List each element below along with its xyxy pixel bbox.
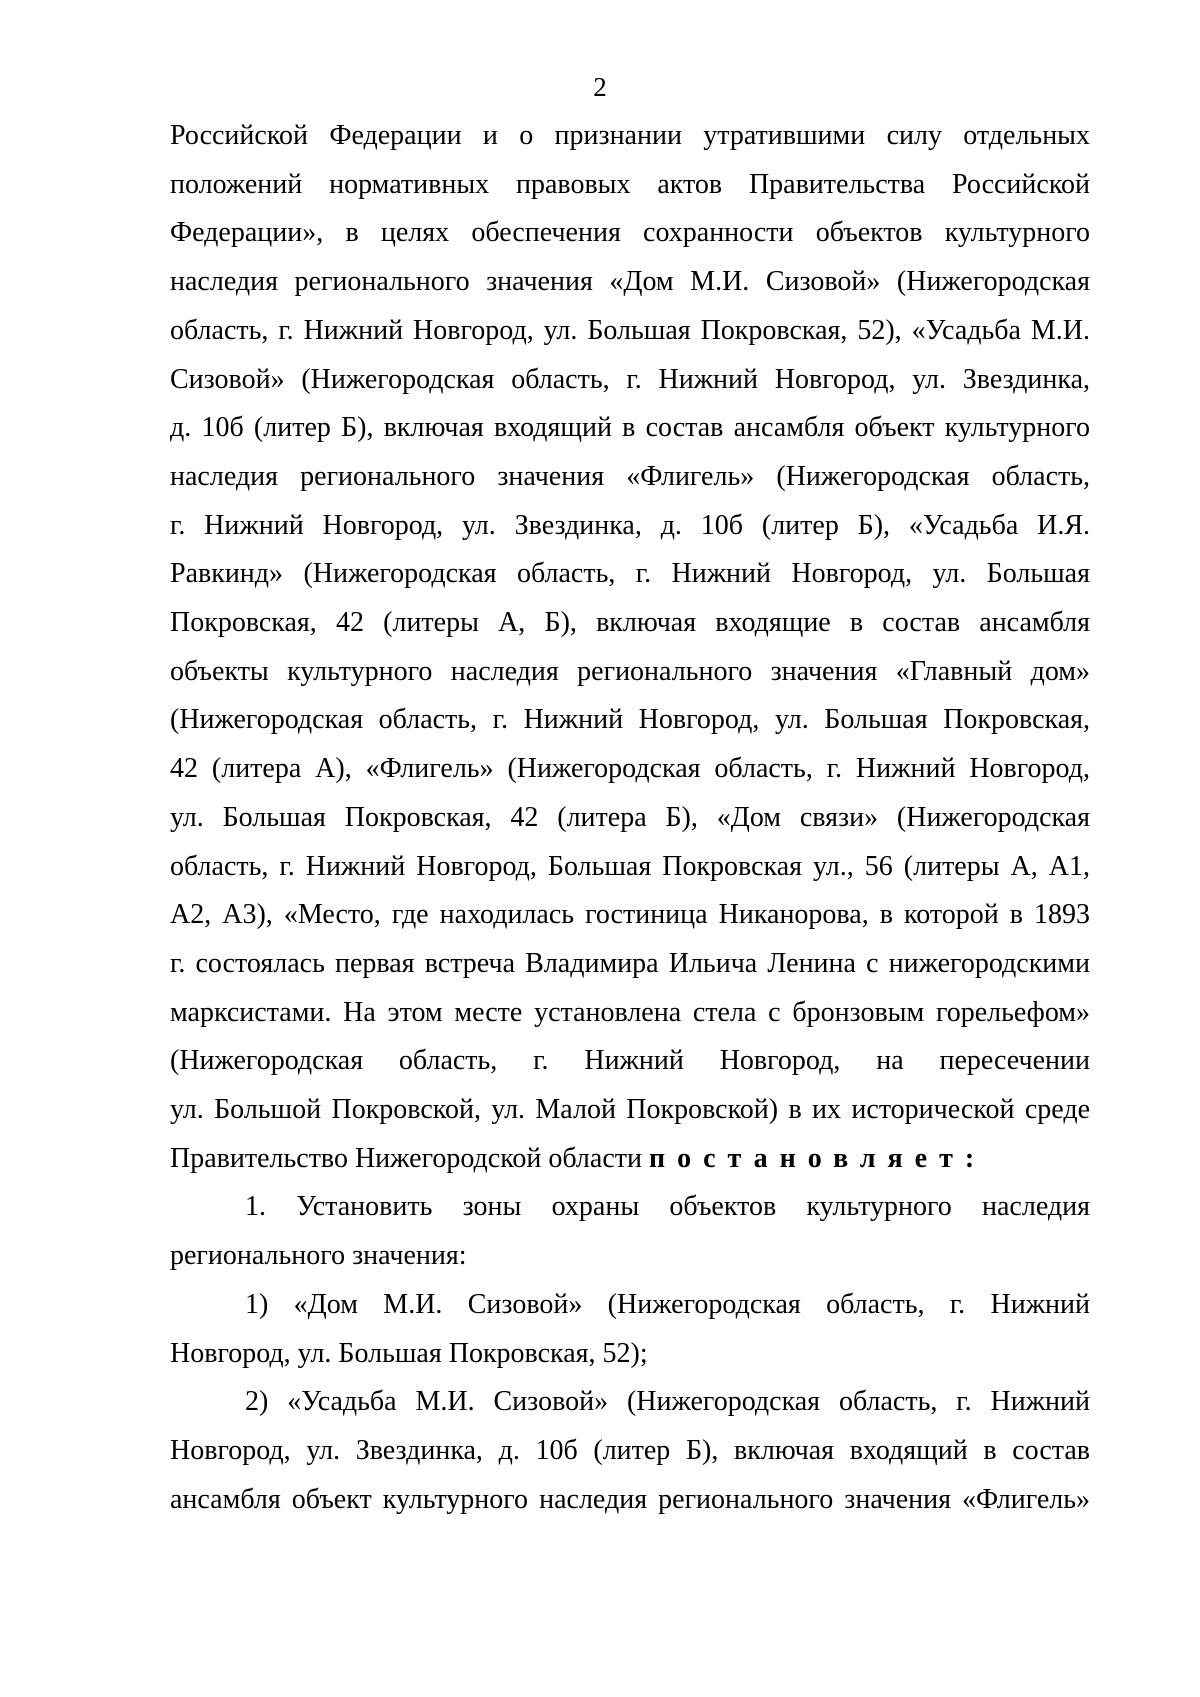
page-number: 2 — [593, 72, 607, 102]
preamble-line: д. 10б (литер Б), включая входящий в состав ансамбля объект культурного — [170, 412, 1090, 444]
item-1-line: регионального значения: — [170, 1240, 467, 1272]
subitem-2-line: ансамбля объект культурного наследия регионального значения «Флигель» — [170, 1483, 1090, 1515]
preamble-line: А2, А3), «Место, где находилась гостиница Никанорова, в которой в 1893 — [170, 899, 1090, 931]
document-body — [170, 112, 1090, 1524]
subitem-1-line: Новгород, ул. Большая Покровская, 52); — [170, 1337, 648, 1369]
item-1-line: 1. Установить зоны охраны объектов культурного наследия — [245, 1191, 1090, 1223]
preamble-line: 42 (литера А), «Флигель» (Нижегородская область, г. Нижний Новгород, — [170, 753, 1090, 785]
preamble-line: объекты культурного наследия регионального значения «Главный дом» — [170, 655, 1090, 687]
preamble-line: положений нормативных правовых актов Правительства Российской — [170, 168, 1090, 200]
preamble-line: ул. Большой Покровской, ул. Малой Покровской) в их исторической среде — [170, 1094, 1090, 1126]
subitem-2-line: 2) «Усадьба М.И. Сизовой» (Нижегородская область, г. Нижний — [245, 1386, 1090, 1418]
preamble-line: наследия регионального значения «Дом М.И. Сизовой» (Нижегородская — [170, 266, 1090, 298]
preamble-line: область, г. Нижний Новгород, Большая Покровская ул., 56 (литеры А, А1, — [170, 850, 1090, 882]
preamble-line: ул. Большая Покровская, 42 (литера Б), «Дом связи» (Нижегородская — [170, 801, 1090, 833]
preamble-line: (Нижегородская область, г. Нижний Новгород, ул. Большая Покровская, — [170, 704, 1090, 736]
preamble-line: Равкинд» (Нижегородская область, г. Нижний Новгород, ул. Большая — [170, 558, 1090, 590]
preamble-line: Сизовой» (Нижегородская область, г. Нижний Новгород, ул. Звездинка, — [170, 363, 1090, 395]
preamble-line: наследия регионального значения «Флигель» (Нижегородская область, — [170, 460, 1090, 492]
preamble-line: г. Нижний Новгород, ул. Звездинка, д. 10б (литер Б), «Усадьба И.Я. — [170, 509, 1090, 541]
subitem-1-line: 1) «Дом М.И. Сизовой» (Нижегородская область, г. Нижний — [245, 1288, 1090, 1320]
preamble-line: г. состоялась первая встреча Владимира Ильича Ленина с нижегородскими — [170, 947, 1090, 979]
preamble-final-line — [170, 1135, 1090, 1184]
preamble-line: Покровская, 42 (литеры А, Б), включая входящие в состав ансамбля — [170, 607, 1090, 639]
issuing-body: Правительство Нижегородской области — [170, 1142, 649, 1174]
decree-word: постановляет: — [648, 1142, 987, 1174]
preamble-line: область, г. Нижний Новгород, ул. Большая Покровская, 52), «Усадьба М.И. — [170, 314, 1090, 346]
subitem-2-line: Новгород, ул. Звездинка, д. 10б (литер Б), включая входящий в состав — [170, 1434, 1090, 1466]
preamble-line: Федерации», в целях обеспечения сохранности объектов культурного — [170, 217, 1090, 249]
preamble-line: (Нижегородская область, г. Нижний Новгород, на пересечении — [170, 1045, 1090, 1077]
preamble-line: Российской Федерации и о признании утратившими силу отдельных — [170, 120, 1090, 151]
preamble-line: марксистами. На этом месте установлена стела с бронзовым горельефом» — [170, 996, 1090, 1028]
